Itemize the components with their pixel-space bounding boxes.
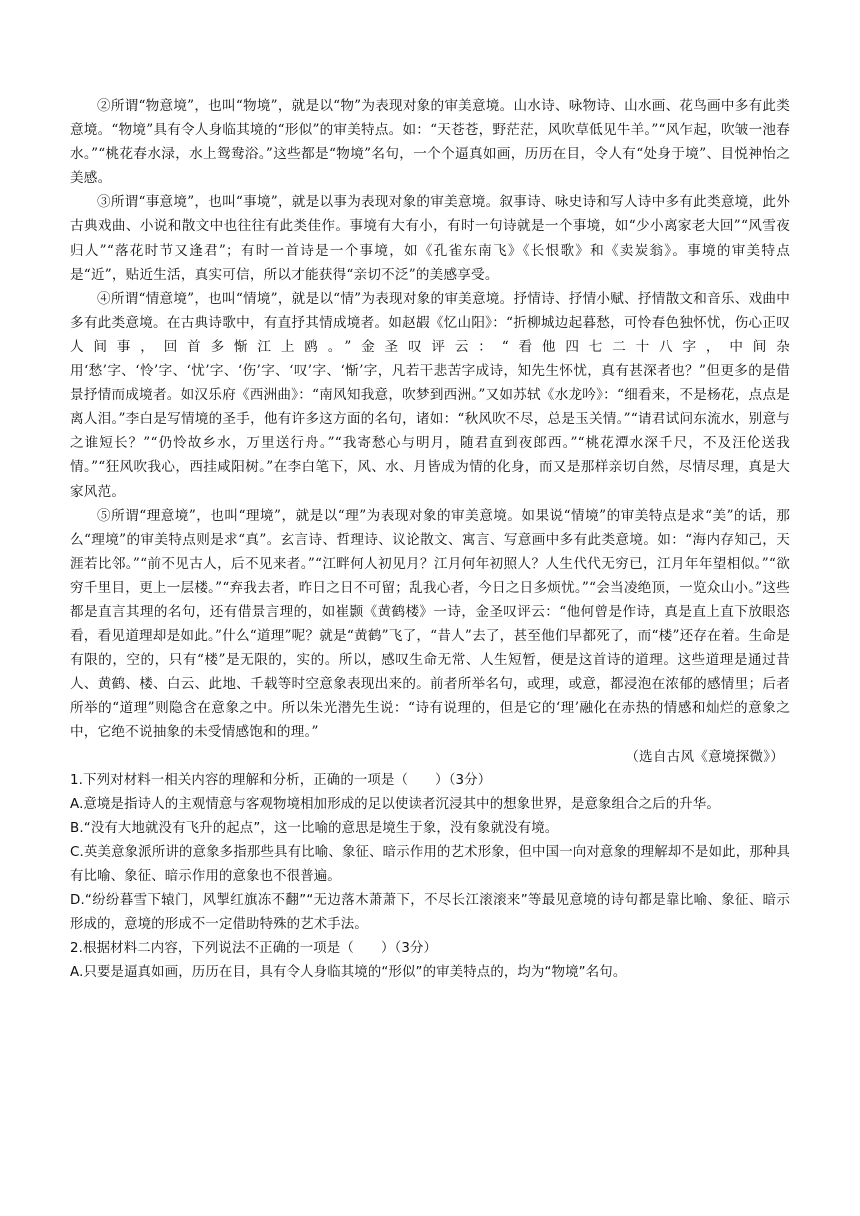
paragraph-emotion-realm: ④所谓“情意境”，也叫“情境”，就是以“情”为表现对象的审美意境。抒情诗、抒情小赋、抒情散文和音乐、戏曲中多有此类意境。在古典诗歌中，有直抒其情成境者。如赵嘏《忆山阳》：“折柳城边起暮愁，可怜春色独怀忧，伤心正叹人间事，回首多惭江上鸥。”金圣叹评云：“看他四七二十八字，中间杂用‘愁’字、‘怜’字、‘忧’字、‘伤’字、‘叹’字、‘惭’字，凡若干悲苦字成诗，知先生怀忧，真有甚深者也？”但更多的是借景抒情而成境者。如汉乐府《西洲曲》：“南风知我意，吹梦到西洲。”又如苏轼《水龙吟》：“细看来，不是杨花，点点是离人泪。”李白是写情境的圣手，他有许多这方面的名句，诸如：“秋风吹不尽，总是玉关情。”“请君试问东流水，别意与之谁短长？”“仍怜故乡水，万里送行舟。”“我寄愁心与明月，随君直到夜郎西。”“桃花潭水深千尺，不及汪伦送我情。”“狂风吹我心，西挂咸阳树。”在李白笔下，风、水、月皆成为情的化身，而又是那样亲切自然，尽情尽理，真是大家风范。 xyxy=(70,290,790,500)
question-1-option-d: D.“纷纷暮雪下辕门，风掣红旗冻不翻”“无边落木萧萧下，不尽长江滚滚来”等最见意境的诗句都是靠比喻、象征、暗示形成的，意境的形成不一定借助特殊的艺术手法。 xyxy=(70,893,790,933)
question-2-option-a: A.只要是逼真如画，历历在目，具有令人身临其境的“形似”的审美特点的，均为“物境”名句。 xyxy=(70,965,627,981)
question-2-stem: 2.根据材料二内容，下列说法不正确的一项是（ ）（3分） xyxy=(70,941,438,957)
question-1-option-a: A.意境是指诗人的主观情意与客观物境相加形成的足以使读者沉浸其中的想象世界，是意象组合之后的升华。 xyxy=(70,796,720,812)
source-citation: （选自古风《意境探微》） xyxy=(625,748,784,765)
paragraph-object-realm: ②所谓“物意境”，也叫“物境”，就是以“物”为表现对象的审美意境。山水诗、咏物诗、山水画、花鸟画中多有此类意境。“物境”具有令人身临其境的“形似”的审美特点。如：“天苍苍，野茫茫，风吹草低见牛羊。”“风乍起，吹皱一池春水。”“桃花春水渌，水上鸳鸯浴。”这些都是“物境”名句，一个个逼真如画，历历在目，令人有“处身于境”、目悦神怡之美感。 xyxy=(70,98,790,187)
question-1-option-c: C.英美意象派所讲的意象多指那些具有比喻、象征、暗示作用的艺术形象，但中国一向对意象的理解却不是如此，那种具有比喻、象征、暗示作用的意象也不很普遍。 xyxy=(70,844,790,884)
paragraph-event-realm: ③所谓“事意境”，也叫“事境”，就是以事为表现对象的审美意境。叙事诗、咏史诗和写人诗中多有此类意境，此外古典戏曲、小说和散文中也往往有此类佳作。事境有大有小，有时一句诗就是一个事境，如“少小离家老大回”“风雪夜归人”“落花时节又逢君”；有时一首诗是一个事境，如《孔雀东南飞》《长恨歌》和《卖炭翁》。事境的审美特点是“近”，贴近生活，真实可信，所以才能获得“亲切不泛”的美感享受。 xyxy=(70,194,790,283)
paragraph-reason-realm: ⑤所谓“理意境”，也叫“理境”，就是以“理”为表现对象的审美意境。如果说“情境”的审美特点是求“美”的话，那么“理境”的审美特点则是求“真”。玄言诗、哲理诗、议论散文、寓言、写意画中多有此类意境。如：“海内存知己，天涯若比邻。”“前不见古人，后不见来者。”“江畔何人初见月？江月何年初照人？人生代代无穷已，江月年年望相似。”“欲穷千里目，更上一层楼。”“弃我去者，昨日之日不可留；乱我心者，今日之日多烦忧。”“会当凌绝顶，一览众山小。”这些都是直言其理的名句，还有借景言理的，如崔颢《黄鹤楼》一诗，金圣叹评云：“他何曾是作诗，真是直上直下放眼恣看，看见道理却是如此。”什么“道理”呢？就是“黄鹤”飞了，“昔人”去了，甚至他们早都死了，而“楼”还存在着。生命是有限的，空的，只有“楼”是无限的，实的。所以，感叹生命无常、人生短暂，便是这首诗的道理。这些道理是通过昔人、黄鹤、楼、白云、此地、千载等时空意象表现出来的。前者所举名句，或理，或意，都浸泡在浓郁的感情里；后者所举的“道理”则隐含在意象之中。所以朱光潜先生说：“诗有说理的，但是它的‘理’融化在赤热的情感和灿烂的意象之中，它绝不说抽象的未受情感饱和的理。” xyxy=(70,507,790,741)
question-1-option-b: B.“没有大地就没有飞升的起点”，这一比喻的意思是境生于象，没有象就没有境。 xyxy=(70,820,559,836)
question-1-stem: 1.下列对材料一相关内容的理解和分析，正确的一项是（ ）（3分） xyxy=(70,772,492,788)
